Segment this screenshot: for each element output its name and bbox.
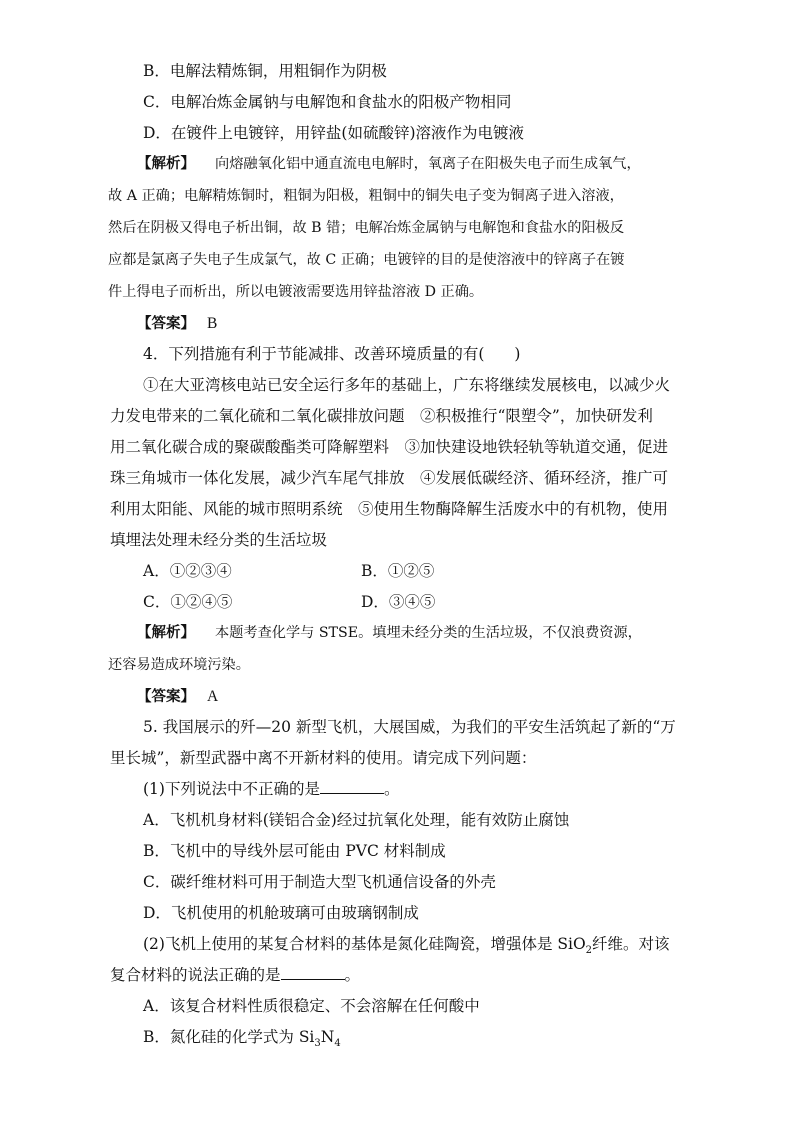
q5-sub1-option-b: B．飞机中的导线外层可能由 PVC 材料制成 (143, 842, 446, 860)
q3-answer (137, 313, 217, 334)
q4-body-line-5: 利用太阳能、风能的城市照明系统 ⑤使用生物酶降解生活废水中的有机物，使用 (110, 500, 669, 518)
q3-explanation-line-3: 然后在阴极又得电子析出铜，故 B 错；电解冶炼金属钠与电解饱和食盐水的阳极反 (108, 220, 625, 236)
q5-sub1-option-a: A．飞机机身材料(镁铝合金)经过抗氧化处理，能有效防止腐蚀 (143, 811, 570, 829)
q5-stem-line-1: 5. 我国展示的歼—20 新型飞机，大展国威，为我们的平安生活筑起了新的“万 (143, 718, 676, 736)
answer-blank (320, 779, 384, 794)
q5-sub2-stem-line-1: (2)飞机上使用的某复合材料的基体是氮化硅陶瓷，增强体是 SiO$_2$纤维。对该 (143, 935, 670, 956)
q4-option-b: B．①②⑤ (361, 562, 435, 580)
q4-option-a: A．①②③④ (143, 562, 232, 580)
q4-body-line-4: 珠三角城市一体化发展，减少汽车尾气排放 ④发展低碳经济、循环经济，推广可 (110, 469, 669, 487)
q4-explanation-line-1: 【解析】 本题考查化学与 STSE。填埋未经分类的生活垃圾，不仅浪费资源， (137, 625, 642, 641)
answer-tag: 【答案】 (137, 316, 195, 332)
q4-body-line-2: 力发电带来的二氧化硫和二氧化碳排放问题 ②积极推行“限塑令”，加快研发利 (110, 407, 653, 425)
q4-body-line-1: ①在大亚湾核电站已安全运行多年的基础上，广东将继续发展核电，以减少火 (143, 376, 671, 394)
q4-option-d: D．③④⑤ (361, 593, 436, 611)
q4-explanation-line-2: 还容易造成环境污染。 (108, 657, 250, 673)
q5-sub2-stem-line-2: 复合材料的说法正确的是 。 (110, 966, 361, 984)
q5-sub2-option-a: A．该复合材料性质很稳定、不会溶解在任何酸中 (143, 997, 480, 1015)
q5-sub1-option-d: D．飞机使用的机舱玻璃可由玻璃钢制成 (143, 904, 419, 922)
q3-explanation-line-2: 故 A 正确；电解精炼铜时，粗铜为阳极，粗铜中的铜失电子变为铜离子进入溶液， (108, 188, 624, 204)
explanation-tag: 【解析】 (137, 625, 195, 641)
q3-option-d: D．在镀件上电镀锌，用锌盐(如硫酸锌)溶液作为电镀液 (143, 124, 525, 142)
q3-explanation-line-5: 件上得电子而析出，所以电镀液需要选用锌盐溶液 D 正确。 (108, 284, 484, 300)
q5-stem-line-2: 里长城”，新型武器中离不开新材料的使用。请完成下列问题： (110, 749, 537, 767)
q4-stem: 4．下列措施有利于节能减排、改善环境质量的有( ) (143, 345, 521, 363)
q3-option-b: B．电解法精炼铜，用粗铜作为阴极 (143, 62, 387, 80)
q4-answer (137, 686, 218, 707)
answer-tag: 【答案】 (137, 689, 195, 705)
q5-sub1-stem: (1)下列说法中不正确的是 。 (143, 780, 400, 798)
explanation-tag: 【解析】 (137, 156, 195, 172)
q5-sub1-option-c: C．碳纤维材料可用于制造大型飞机通信设备的外壳 (143, 873, 496, 891)
answer-blank (281, 965, 345, 980)
q3-option-c: C．电解冶炼金属钠与电解饱和食盐水的阳极产物相同 (143, 93, 512, 111)
q3-explanation-line-1: 【解析】 向熔融氧化铝中通直流电电解时，氧离子在阳极失电子而生成氧气， (137, 156, 641, 172)
q5-sub2-option-b: B．氮化硅的化学式为 $Si_3N_4$ (143, 1028, 341, 1049)
answer-value: B (207, 315, 218, 332)
q4-body-line-3: 用二氧化碳合成的聚碳酸酯类可降解塑料 ③加快建设地铁轻轨等轨道交通，促进 (110, 438, 669, 456)
answer-value: A (207, 688, 219, 705)
q4-option-c: C．①②④⑤ (143, 593, 233, 611)
q4-body-line-6: 填埋法处理未经分类的生活垃圾 (110, 531, 328, 549)
q3-explanation-line-4: 应都是氯离子失电子生成氯气，故 C 正确；电镀锌的目的是使溶液中的锌离子在镀 (108, 252, 625, 268)
